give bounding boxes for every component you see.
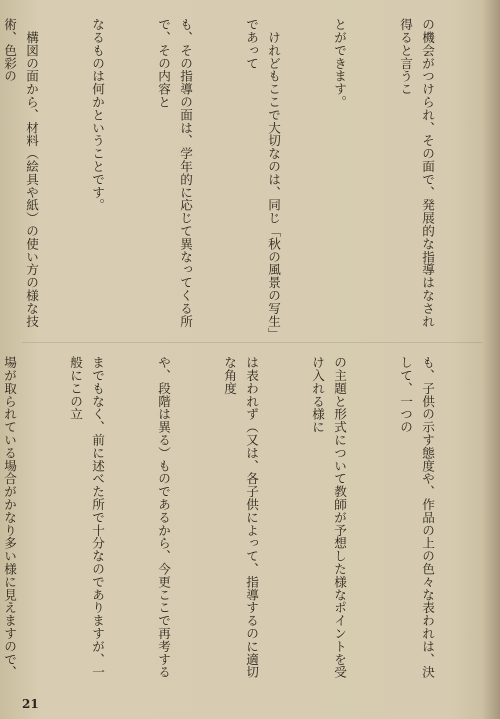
text-column: とができます。 — [332, 18, 347, 109]
spine-shadow — [482, 0, 500, 719]
text-column: 場が取られている場合がかなり多い様に見えますので、 — [2, 356, 17, 679]
text-column: 構図の面から、材料（絵具や紙）の使い方の様な技術、色彩の — [2, 18, 39, 328]
page-number: 21 — [22, 697, 39, 711]
text-column: なるものは何かということです。 — [90, 18, 105, 212]
text-column: も、子供の示す態度や、作品の上の色々な表われは、決して、一つの — [398, 356, 435, 679]
text-column: けれどもここで大切なのは、同じ「秋の風景の写生」であって — [244, 18, 281, 335]
lower-text-block — [2, 356, 482, 688]
text-column: までもなく、前に述べた所で十分なのでありますが、一般にこの立 — [68, 356, 105, 679]
text-column: の主題と形式について教師が予想した様なポイントを受け入れる様に — [310, 356, 347, 679]
text-column: の機会がつけられ、その面で、発展的な指導はなされ得ると言うこ — [398, 18, 435, 328]
text-column: は表われず（又は、各子供によって、指導するのに適切な角度 — [222, 356, 259, 679]
upper-text-block — [2, 18, 482, 336]
section-divider — [22, 342, 482, 343]
text-column: も、その指導の面は、学年的に応じて異なってくる所で、その内容と — [156, 18, 193, 328]
text-column: や、段階は異る）ものであるから、今更ここで再考する — [156, 356, 171, 679]
